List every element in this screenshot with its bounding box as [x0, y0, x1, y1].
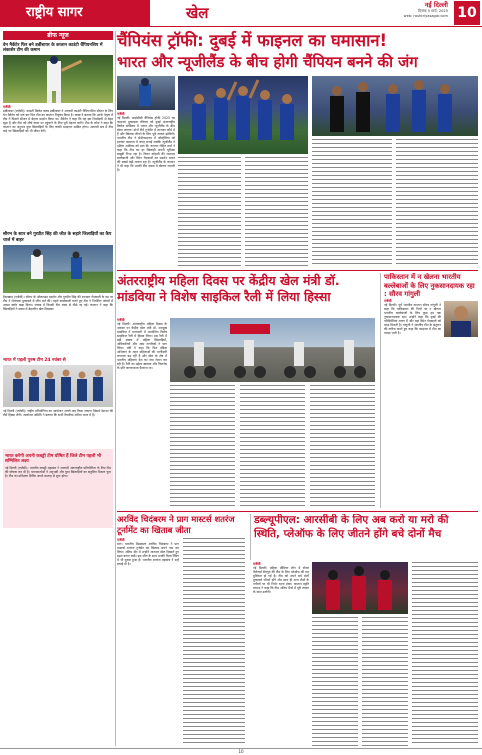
story3-block	[380, 273, 478, 508]
brief-item-3-text: नई दिल्ली (एजेंसी)। राष्ट्रीय प्रतियोगिता का आयोजन अगले माह किया जाएगा जिसमें देशभर की टीमें हिस्सा लेंगी। आयोजन समिति ने बताया कि सभी तैयारियां अंतिम चरण में हैं।	[3, 409, 113, 418]
lead-text-col-5	[396, 139, 478, 267]
page-number: 10	[454, 1, 480, 25]
story2-text-col-1	[117, 318, 167, 508]
brief-item-4-headline: भारत करेगी अपनी कबड्डी टीम घोषित हैं जिले टीम पहली भी सम्मिलित लक्ष्य	[5, 454, 102, 465]
batsman-figure	[117, 76, 175, 110]
brief-item-1-headline: वेन मैकेंटेर फिर बने डर्बीशायर के कप्तान काउंटी चैंपियनशिप में लंकाशेर टीम की कमान	[3, 43, 103, 54]
story5-text-col-2	[312, 617, 358, 746]
brief-item-1-photo	[3, 55, 113, 103]
lead-subheadline: भारत और न्यूजीलैंड के बीच होगी चैंपियन बनने की जंग	[117, 53, 418, 71]
footer-page-mark: 10	[238, 749, 244, 754]
lead-text: नई दिल्ली। आईसीसी चैंपियंस ट्रॉफी 2025 का फाइनल मुकाबला रविवार को दुबई अंतरराष्ट्रीय क्रिकेट स्टेडियम में भारत और न्यूजीलैंड के बीच खेला जाएगा। दोनों टीमें टूर्नामेंट में शानदार फॉर्म में हैं और खिताब जीतने के लिए पूरी ताकत झोंकेंगी। भारतीय टीम ने सेमीफाइनल में ऑस्ट्रेलिया को हराकर फाइनल में जगह बनाई जबकि न्यूजीलैंड ने दक्षिण अफ्रीका को मात दी। कप्तान रोहित शर्मा ने कहा कि टीम का हर खिलाड़ी अपनी भूमिका बखूबी निभा रहा है। विराट कोहली की शानदार बल्लेबाजी और स्पिन गेंदबाजों का प्रदर्शन भारत की सबसे बड़ी ताकत रहा है। न्यूजीलैंड के कप्तान ने भी कहा कि उनकी टीम दबाव में खेलना जानती है।	[117, 116, 175, 172]
cricketer-figure	[3, 55, 113, 103]
edition-date: दिनांक 5 मार्च, 2025	[418, 9, 448, 13]
story2-text-col-4	[310, 385, 375, 508]
section-title: खेल	[186, 4, 209, 22]
story3-headline: पाकिस्तान में न खेलना भारतीय बल्लेबाजों के लिए नुकसानदायक रहा : सौरव गांगुली	[384, 273, 475, 298]
story4-text-col-2	[183, 538, 245, 746]
brief-item-3-headline: भारत में पहली पुरुष टीम 24 नवंबर से	[3, 357, 66, 363]
masthead	[0, 0, 482, 27]
brief-item-4-box	[3, 449, 113, 528]
brief-news-column	[3, 31, 113, 753]
story5-headline: डब्ल्यूपीएल: आरसीबी के लिए अब करो या मरो की स्थिति, प्लेऑफ के लिए जीतने होंगे बचे दोनों मैच	[254, 514, 449, 540]
story2-text-col-2	[170, 385, 235, 508]
story2-headline: अंतरराष्ट्रीय महिला दिवस पर केंद्रीय खेल मंत्री डॉ. मांडविया ने विशेष साइकिल रैली में लिया हिस्सा	[117, 273, 340, 304]
cycling-rally	[170, 318, 375, 382]
lead-byline: एजेंसी	[117, 112, 125, 116]
story5-text: नई दिल्ली। महिला प्रीमियर लीग में रॉयल चैलेंजर्स बेंगलुरु की टीम के लिए प्लेऑफ की राह मुश्किल हो गई है। टीम को अपने बचे दोनों मुकाबले जीतने होंगे और साथ ही अन्य टीमों के नतीजों पर भी निर्भर रहना होगा। कप्तान स्मृति मंधाना ने कहा कि टीम अंतिम मैचों में पूरी ताकत के साथ उतरेगी।	[253, 566, 309, 594]
edition-city: नई दिल्ली	[424, 1, 448, 9]
column-divider	[115, 31, 116, 746]
brief-item-4-text: नई दिल्ली (एजेंसी)। भारतीय कबड्डी महासंघ ने आगामी अंतरराष्ट्रीय प्रतियोगिता के लिए टीम की घोषणा कर दी है। चयनकर्ताओं ने अनुभवी और युवा खिलाड़ियों का संतुलित मिश्रण चुना है। टीम का प्रशिक्षण शिविर अगले सप्ताह से शुरू होगा।	[5, 466, 111, 479]
section-divider-2	[117, 511, 478, 512]
lead-right-photo	[312, 76, 478, 136]
story2-text-col-3	[240, 385, 305, 508]
page-footer	[0, 748, 482, 754]
story5-photo	[312, 562, 408, 614]
lead-inset-photo	[117, 76, 175, 110]
ganguly-portrait	[444, 301, 478, 337]
brief-item-2-text: हैदराबाद (एजेंसी)। सौरभ के ऑलराउंड प्रदर्शन और गुरप्रीत सिंह की शानदार गेंदबाजी के दम पर टीम ने रोमांचक मुकाबले में जीत दर्ज की। पहले बल्लेबाजी करते हुए टीम ने निर्धारित ओवरों में अच्छा स्कोर खड़ा किया। जवाब में विपक्षी टीम लक्ष्य से पीछे रह गई। कप्तान ने कहा कि खिलाड़ियों ने दबाव में बेहतरीन खेल दिखाया।	[3, 294, 113, 311]
edition-web: web: rashtriyasagar.com	[403, 14, 448, 18]
story2-photo	[170, 318, 375, 382]
story3-text: नई दिल्ली। पूर्व भारतीय कप्तान सौरव गांगुली ने कहा कि पाकिस्तान की पिचों पर न खेलना भारतीय बल्लेबाजों के लिए कुछ हद तक नुकसानदायक रहा। उन्होंने कहा कि दुबई की परिस्थितियां अलग हैं और वहां स्पिन गेंदबाजों को मदद मिलती है। गांगुली ने भारतीय टीम के संतुलन की तारीफ करते हुए कहा कि फाइनल में टीम का पलड़ा भारी है।	[384, 302, 441, 335]
story4-text: प्राग। भारतीय ग्रैंडमास्टर अरविंद चिदंबरम ने प्राग मास्टर्स शतरंज टूर्नामेंट का खिताब अपने नाम कर लिया। अंतिम दौर में उन्होंने शानदार खेल दिखाते हुए बढ़त बनाए रखी। इस जीत के साथ उनकी विश्व रैंकिंग में भी सुधार हुआ है। भारतीय शतरंज महासंघ ने उन्हें बधाई दी है।	[117, 542, 179, 566]
section-divider-1	[117, 270, 478, 271]
lead-text-col-3	[245, 157, 308, 267]
story5-text-col-1	[253, 562, 309, 746]
story5-text-col-3	[362, 617, 408, 746]
lead-photo	[178, 76, 308, 154]
story4-text-col-1	[117, 538, 179, 746]
lead-text-col-4	[312, 139, 392, 267]
brief-item-1-text: डर्बीशायर (एजेंसी)। काउंटी क्रिकेट क्लब डर्बीशायर ने आगामी काउंटी चैंपियनशिप सीजन के लिए वेन मैकेंटेर को एक बार फिर टीम का कप्तान नियुक्त किया है। क्लब ने बताया कि उनके नेतृत्व में टीम ने पिछले सीजन में बेहतर प्रदर्शन किया था। मैकेंटेर ने कहा कि वह इस जिम्मेदारी से बेहद खुश हैं और टीम को शीर्ष स्थान पर पहुंचाने के लिए पूरी मेहनत करेंगे। टीम के कोच ने कहा कि कप्तान का अनुभव युवा खिलाड़ियों के लिए काफी मददगार साबित होगा। आगामी सत्र में टीम कई नए खिलाड़ियों को भी मौका देगी।	[3, 109, 113, 134]
rcb-players	[312, 562, 408, 614]
story3-photo	[444, 301, 478, 337]
story3-byline: एजेंसी	[384, 298, 392, 303]
story5-byline: एजेंसी	[253, 562, 261, 566]
brief-item-3-photo	[3, 365, 113, 407]
team-group-figure	[3, 365, 113, 407]
lead-text-col-1	[117, 76, 175, 267]
lead-text-col-2	[178, 157, 241, 267]
bowler-figure	[3, 245, 113, 293]
team-huddle	[312, 76, 478, 136]
brief-item-1-byline: एजेंसी	[3, 105, 11, 110]
story2-block	[117, 273, 375, 315]
story5-block	[250, 514, 478, 560]
brief-item-2-headline: सौरभ के स्टार बने गुरप्रीत सिंह की जीत के सहारे जिलाड़ियों का कैप चार्ज में बाहर	[3, 232, 112, 243]
brief-news-label: ब्रीफ न्यूज	[3, 31, 113, 40]
lead-headline: चैंपियंस ट्रॉफी: दुबई में फाइनल का घमासान!	[117, 31, 388, 50]
edition-info	[404, 2, 448, 19]
story5-text-col-4	[412, 562, 478, 746]
story4-byline: एजेंसी	[117, 538, 125, 542]
brand-name: राष्ट्रीय सागर	[0, 0, 150, 26]
story4-headline: अरविंद चिदंबरम ने प्राग मास्टर्स शतरंज टूर्नामेंट का खिताब जीता	[117, 514, 235, 535]
brief-item-2-photo	[3, 245, 113, 293]
players-celebrating	[178, 76, 308, 154]
story2-byline: एजेंसी	[117, 318, 125, 322]
story2-text: नई दिल्ली। अंतरराष्ट्रीय महिला दिवस के अवसर पर केंद्रीय खेल मंत्री डॉ. मनसुख मांडविया ने राजधानी में आयोजित विशेष साइकिल रैली में हिस्सा लिया। इस रैली में बड़ी संख्या में महिला खिलाड़ियों, अधिकारियों और आम नागरिकों ने भाग लिया। मंत्री ने कहा कि फिट इंडिया अभियान के तहत महिलाओं की भागीदारी लगातार बढ़ रही है और खेल के क्षेत्र में भारतीय महिलाएं देश का नाम रोशन कर रही हैं। रैली का उद्देश्य स्वास्थ्य और फिटनेस के प्रति जागरूकता फैलाना था।	[117, 322, 167, 370]
